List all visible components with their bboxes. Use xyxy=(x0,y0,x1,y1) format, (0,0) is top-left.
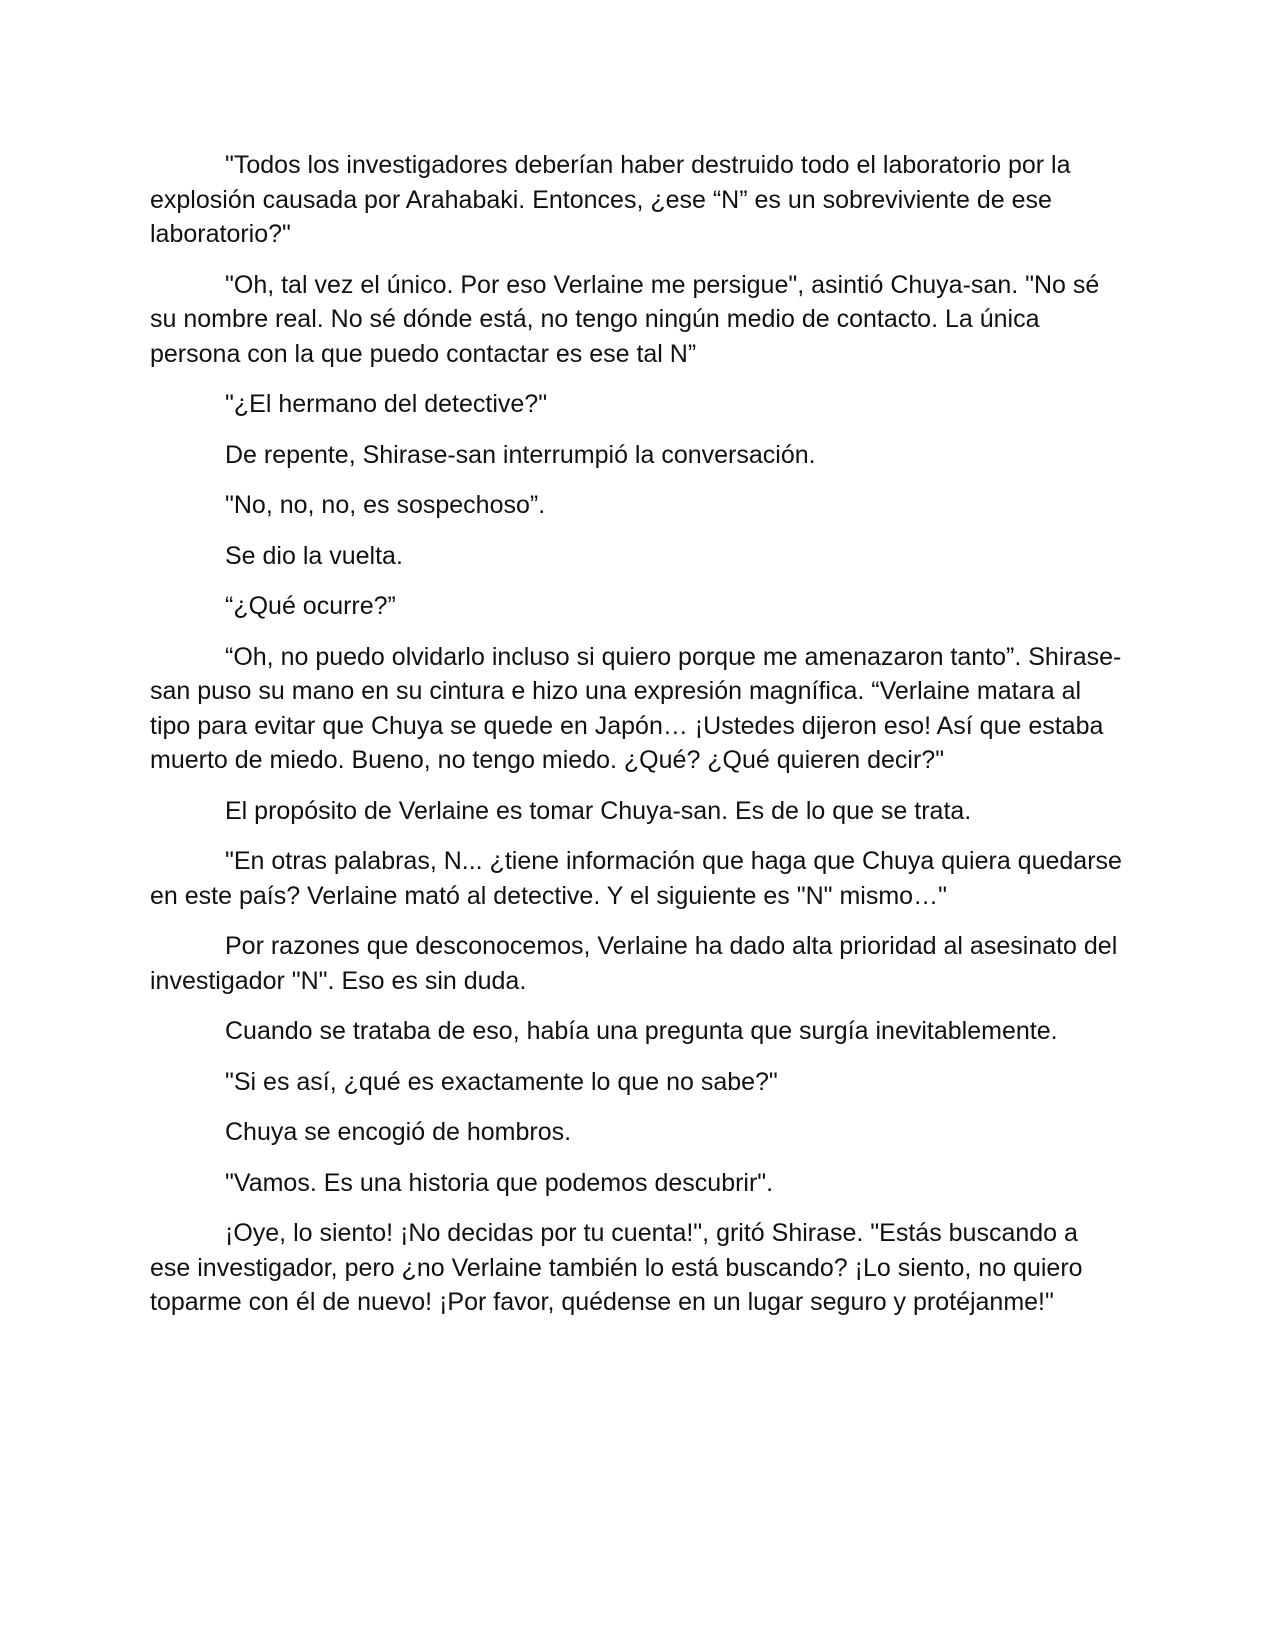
paragraph: Cuando se trataba de eso, había una pregunta que surgía inevitablemente. xyxy=(225,1017,1058,1045)
paragraph: “¿Qué ocurre?” xyxy=(225,592,396,620)
paragraph: "Vamos. Es una historia que podemos descubrir". xyxy=(225,1168,774,1197)
paragraph: De repente, Shirase-san interrumpió la conversación. xyxy=(225,440,816,469)
paragraph: "Oh, tal vez el único. Por eso Verlaine me persigue", asintió Chuya-san. "No sé su nombre real. No sé dónde está, no tengo ningún medio de contacto. La única persona con la que puedo contactar es ese tal N” xyxy=(150,270,1100,368)
paragraph: "Todos los investigadores deberían haber destruido todo el laboratorio por la explosión causada por Arahabaki. Entonces, ¿ese “N” es un sobreviviente de ese laboratorio?" xyxy=(150,151,1071,248)
paragraph: “Oh, no puedo olvidarlo incluso si quiero porque me amenazaron tanto”. Shirase-san puso su mano en su cintura e hizo una expresión magnífica. “Verlaine matara al tipo para evitar que Chuya se quede en Japón… ¡Ustedes dijeron eso! Así que estaba muerto de miedo. Bueno, no tengo miedo. ¿Qué? ¿Qué quieren decir?" xyxy=(150,642,1122,774)
paragraph: "¿El hermano del detective?" xyxy=(225,390,548,418)
body-text xyxy=(150,148,1125,1336)
paragraph: Se dio la vuelta. xyxy=(225,541,403,570)
paragraph: El propósito de Verlaine es tomar Chuya-san. Es de lo que se trata. xyxy=(225,796,972,825)
paragraph: Chuya se encogió de hombros. xyxy=(225,1118,572,1146)
paragraph: "No, no, no, es sospechoso”. xyxy=(225,491,546,519)
paragraph: Por razones que desconocemos, Verlaine ha dado alta prioridad al asesinato del investigador "N". Eso es sin duda. xyxy=(150,932,1118,995)
paragraph: ¡Oye, lo siento! ¡No decidas por tu cuenta!", gritó Shirase. "Estás buscando a ese investigador, pero ¿no Verlaine también lo está buscando? ¡Lo siento, no quiero toparme con él de nuevo! ¡Por favor, quédense en un lugar seguro y protéjanme!" xyxy=(150,1219,1083,1316)
paragraph: "En otras palabras, N... ¿tiene información que haga que Chuya quiera quedarse en este país? Verlaine mató al detective. Y el siguiente es "N" mismo…" xyxy=(150,847,1122,910)
paragraph: "Si es así, ¿qué es exactamente lo que no sabe?" xyxy=(225,1067,778,1096)
